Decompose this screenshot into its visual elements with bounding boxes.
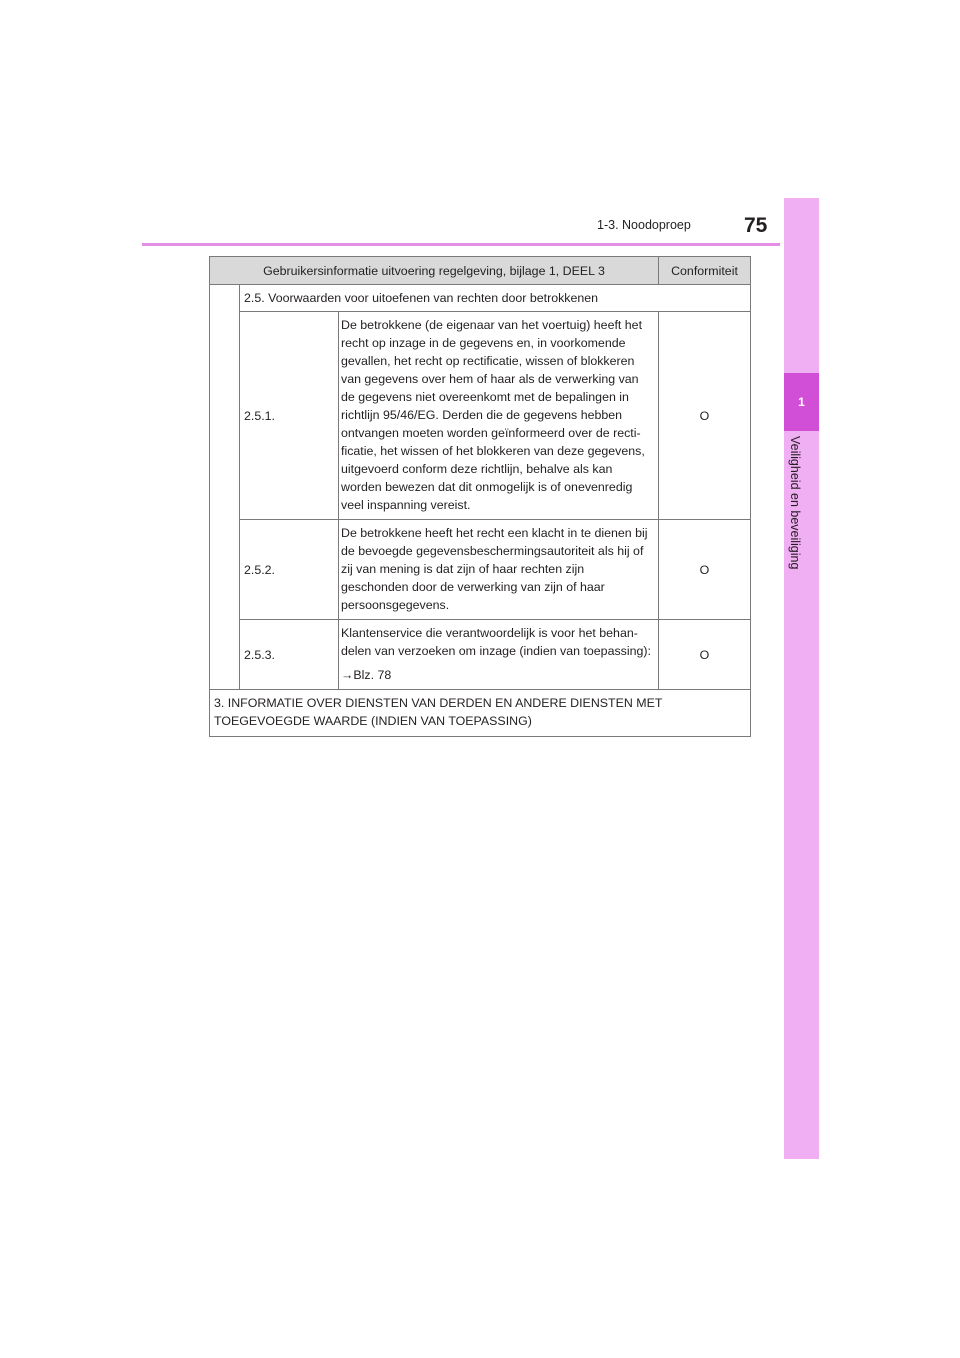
page-number: 75 — [744, 214, 768, 237]
page-reference-link[interactable]: →Blz. 78 — [341, 668, 392, 682]
table-row — [210, 520, 751, 620]
info-table — [209, 256, 751, 737]
section-heading-row — [210, 285, 751, 312]
table-row — [210, 620, 751, 690]
section-heading: 2.5. Voorwaarden voor uitoefenen van rechten door betrokkenen — [240, 285, 751, 312]
chapter-label: Veiligheid en beveiliging — [788, 436, 802, 570]
row-text: De betrokkene heeft het recht een klacht in te dienen bij de bevoegde gegevensbeschermingsautoriteit als hij of zij van mening is dat zijn of haar rechten zijn geschonden door de verwerking van zijn of haar persoonsgegevens. — [339, 520, 659, 620]
column-header: Conformiteit — [659, 257, 751, 285]
row-conformity: O — [659, 520, 751, 620]
row-text: De betrokkene (de eigenaar van het voertuig) heeft het recht op inzage in de gegevens en, in voorkomende gevallen, het recht op rectificatie, wissen of blokkeren van gegevens over hem of haar als de verwerking van de gegevens niet overeenkomt met de bepalingen in richtlijn 95/46/EG. Derden die de gegevens hebben ontvangen moeten worden geïnformeerd over de recti-ficatie, het wissen of het blokkeren van deze gegevens, uitgevoerd conform deze richtlijn, behalve als kan worden bewezen dat dit onmogelijk is of onevenredig veel inspanning vereist. — [339, 312, 659, 520]
header-rule — [142, 243, 780, 246]
row-number: 2.5.2. — [240, 520, 339, 620]
table-header-row — [210, 257, 751, 285]
row-number: 2.5.3. — [240, 620, 339, 690]
side-tab — [784, 198, 819, 1159]
column-header: Gebruikersinformatie uitvoering regelgeving, bijlage 1, DEEL 3 — [210, 257, 659, 285]
footer-heading: 3. INFORMATIE OVER DIENSTEN VAN DERDEN EN ANDERE DIENSTEN MET TOEGEVOEGDE WAARDE (INDIEN VAN TOEPASSING) — [210, 690, 751, 737]
section-title: 1-3. Noodoproep — [597, 218, 691, 232]
row-number: 2.5.1. — [240, 312, 339, 520]
footer-heading-row — [210, 690, 751, 737]
row-text: Klantenservice die verantwoordelijk is voor het behan-delen van verzoeken om inzage (indien van toepassing): — [341, 626, 651, 658]
row-conformity: O — [659, 312, 751, 520]
indent-cell — [210, 285, 240, 690]
row-text-cell — [339, 620, 659, 690]
table-row — [210, 312, 751, 520]
row-conformity: O — [659, 620, 751, 690]
chapter-number-tab[interactable]: 1 — [784, 373, 819, 431]
